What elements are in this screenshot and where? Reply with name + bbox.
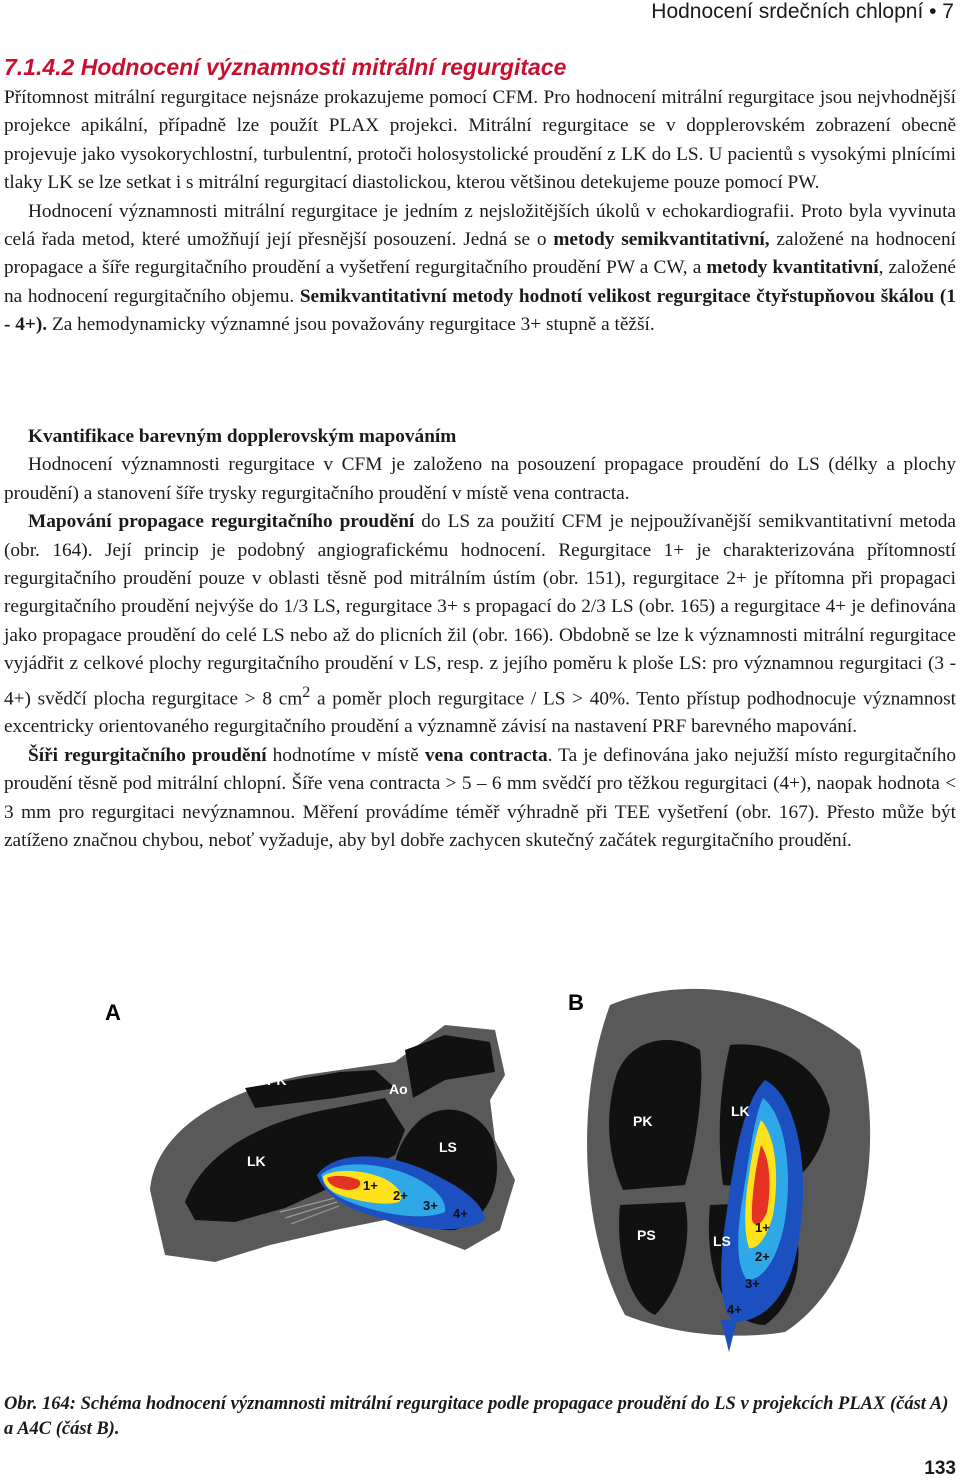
cfm-p2-text: a poměr ploch regurgitace / LS > 40%. Tento přístup podhodnocuje významnost excentricky orientovaného regurgitačního proudění a významně závisí na nastavení PRF barevného mapování.: [4, 688, 956, 738]
panel-a-lk-label: LK: [247, 1153, 266, 1169]
cfm-p2-text: do LS za použití CFM je nejpoužívanější semikvantitativní metoda (obr. 164). Její princip je podobný angiografickému hodnocení. Regurgitace 1+ je charakterizována přítomností regurgitačního proudění pouze v oblasti těsně pod mitrálním ústím (obr. 151), regurgitace 2+ je přítomna při propagaci regurgitačního proudění nejvýše do 1/3 LS, regurgitace 3+ s propagací do 2/3 LS (obr. 165) a regurgitace 4+ je definována jako propagace proudění do celé LS nebo až do plicních žil (obr. 166). Obdobně se lze k významnosti mitrální regurgitace vyjádřit z celkové plochy regurgitačního proudění v LS, resp. z jejího poměru k ploše LS: pro významnou regurgitaci (3 - 4+) svědčí plocha regurgitace > 8 cm: [4, 511, 956, 710]
cfm-p3-text: . Ta je definována jako nejužší místo regurgitačního proudění těsně pod mitrální chlopní. Šíře vena contracta > 5 – 6 mm svědčí pro těžkou regurgitaci (4+), naopak hodnota < 3 mm pro regurgitaci nevýznamnou. Měření provádíme téměř výhradně při TEE vyšetření (obr. 167). Přesto může být zatíženo značnou chybou, neboť vyžaduje, aby byl dobře zachycen skutečný začátek regurgitačního proudění.: [4, 744, 956, 852]
cfm-p3-bold-vena: vena contracta: [424, 744, 548, 766]
figure-164: [95, 980, 885, 1370]
panel-b-grade4-label: 4+: [727, 1302, 742, 1317]
panel-b-grade3-label: 3+: [745, 1276, 760, 1291]
panel-b-pk-label: PK: [633, 1113, 653, 1129]
intro-p2-text: , založené na hodnocení regurgitačního objemu.: [4, 257, 956, 307]
intro-p2-bold-scale: Semikvantitativní metody hodnotí velikost regurgitace čtyřstupňovou škálou (1 - 4+).: [4, 285, 956, 336]
panel-b: [568, 989, 870, 1352]
intro-p2-bold-semiquant: metody semikvantitativní,: [553, 229, 770, 251]
intro-p2-text: Za hemodynamicky významné jsou považovány regurgitace 3+ stupně a těžší.: [47, 314, 655, 336]
panel-a-grade2-label: 2+: [393, 1188, 408, 1203]
panel-a-ls-label: LS: [439, 1139, 457, 1155]
panel-a-label: A: [105, 1000, 121, 1025]
intro-p2-bold-quant: metody kvantitativní: [706, 257, 879, 279]
figure-164-diagram: [95, 980, 885, 1370]
intro-paragraph-1: Přítomnost mitrální regurgitace nejsnáze prokazujeme pomocí CFM. Pro hodnocení mitrální regurgitace jsou nejvhodnější projekce apikální, případně lze použít PLAX projekci. Mitrální regurgitace se v dopplerovském zobrazení obecně projevuje jako vysokorychlostní, turbulentní, protoči holosystolické proudění z LK do LS. U pacientů s vysokými plnícími tlaky LK se lze setkat i s mitrální regurgitací diastolickou, kterou většinou detekujeme pouze pomocí PW.: [4, 87, 956, 194]
panel-b-grade2-label: 2+: [755, 1249, 770, 1264]
intro-p2-text: Hodnocení významnosti mitrální regurgitace je jedním z nejsložitějších úkolů v echokardiografii. Proto byla vyvinuta celá řada metod, které umožňují její přesnější posouzení. Jedná se o: [4, 200, 956, 251]
panel-a: [105, 1000, 515, 1262]
cfm-paragraph-1: Hodnocení významnosti regurgitace v CFM je založeno na posouzení propagace proudění do LS (délky a plochy proudění) a stanovení šíře trysky regurgitačního proudění v místě vena contracta.: [4, 454, 956, 504]
cfm-paragraph-3: [4, 742, 956, 856]
panel-b-label: B: [568, 990, 584, 1015]
intro-text: [4, 84, 956, 340]
figure-caption: Obr. 164: Schéma hodnocení významnosti mitrální regurgitace podle propagace proudění do LS v projekcích PLAX (část A) a A4C (část B).: [4, 1394, 949, 1439]
cfm-p3-bold: Šíři regurgitačního proudění: [28, 744, 267, 766]
section-heading: 7.1.4.2 Hodnocení významnosti mitrální regurgitace: [4, 54, 567, 80]
page-number: 133: [924, 1458, 956, 1479]
intro-paragraph-2: [4, 198, 956, 340]
cfm-p3-text: hodnotíme v místě: [266, 744, 425, 766]
running-header: Hodnocení srdečních chlopní • 7: [651, 0, 954, 23]
panel-a-grade3-label: 3+: [423, 1198, 438, 1213]
cfm-p2-superscript: 2: [302, 683, 311, 701]
panel-b-lk-label: LK: [731, 1103, 750, 1119]
panel-a-grade4-label: 4+: [453, 1206, 468, 1221]
panel-b-pk-chamber: [609, 1040, 701, 1190]
panel-b-ls-label: LS: [713, 1233, 731, 1249]
panel-a-ao-label: Ao: [389, 1081, 408, 1097]
panel-b-pulmonary-vein-arrow: [721, 1320, 737, 1352]
panel-b-grade1-label: 1+: [755, 1220, 770, 1235]
panel-a-pk-label: PK: [267, 1072, 287, 1088]
cfm-paragraph-2: [4, 508, 956, 742]
cfm-heading: Kvantifikace barevným dopplerovským mapováním: [28, 426, 457, 447]
cfm-p2-bold: Mapování propagace regurgitačního proudění: [28, 511, 415, 533]
panel-a-grade1-label: 1+: [363, 1178, 378, 1193]
cfm-section: [4, 423, 956, 856]
intro-p2-text: založené na hodnocení propagace a šíře regurgitačního proudění a vyšetření regurgitačního proudění PW a CW, a: [4, 229, 956, 279]
panel-b-ps-label: PS: [637, 1227, 656, 1243]
